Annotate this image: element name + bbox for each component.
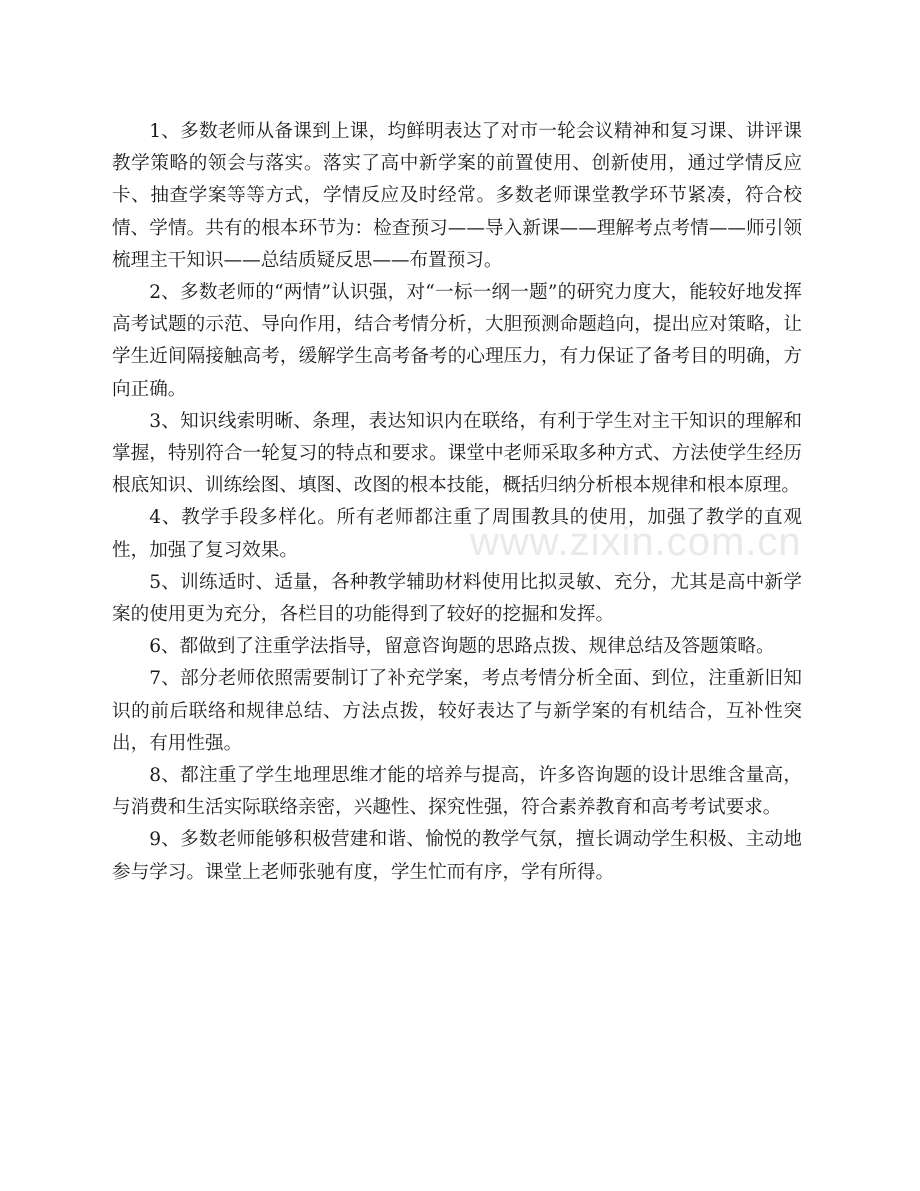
paragraph-4: 4、教学手段多样化。所有老师都注重了周围教具的使用，加强了教学的直观性，加强了复习效果。	[112, 507, 802, 561]
paragraph-1: 1、多数老师从备课到上课，均鲜明表达了对市一轮会议精神和复习课、讲评课教学策略的领会与落实。落实了高中新学案的前置使用、创新使用，通过学情反应卡、抽查学案等等方式，学情反应及时经常。多数老师课堂教学环节紧凑，符合校情、学情。共有的根本环节为：检查预习——导入新课——理解考点考情——师引领梳理主干知识——总结质疑反思——布置预习。	[112, 121, 802, 271]
document-body	[112, 116, 802, 889]
paragraph-8: 8、都注重了学生地理思维才能的培养与提高，许多咨询题的设计思维含量高，与消费和生活实际联络亲密，兴趣性、探究性强，符合素养教育和高考考试要求。	[112, 765, 802, 819]
paragraph-5: 5、训练适时、适量，各种教学辅助材料使用比拟灵敏、充分，尤其是高中新学案的使用更为充分，各栏目的功能得到了较好的挖掘和发挥。	[112, 571, 802, 626]
paragraph-6: 6、都做到了注重学法指导，留意咨询题的思路点拨、规律总结及答题策略。	[149, 636, 775, 658]
watermark: www.zixin.com.cn	[470, 520, 802, 564]
paragraph-3: 3、知识线索明晰、条理，表达知识内在联络，有利于学生对主干知识的理解和掌握，特别符合一轮复习的特点和要求。课堂中老师采取多种方式、方法使学生经历根底知识、训练绘图、填图、改图的根本技能，概括归纳分析根本规律和根本原理。	[112, 410, 802, 497]
paragraph-9: 9、多数老师能够积极营建和谐、愉悦的教学气氛，擅长调动学生积极、主动地参与学习。课堂上老师张驰有度，学生忙而有序，学有所得。	[112, 829, 802, 883]
paragraph-7: 7、部分老师依照需要制订了补充学案，考点考情分析全面、到位，注重新旧知识的前后联络和规律总结、方法点拨，较好表达了与新学案的有机结合，互补性突出，有用性强。	[112, 668, 802, 754]
paragraph-2: 2、多数老师的“两情”认识强，对“一标一纲一题”的研究力度大，能较好地发挥高考试题的示范、导向作用，结合考情分析，大胆预测命题趋向，提出应对策略，让学生近间隔接触高考，缓解学生高考备考的心理压力，有力保证了备考目的明确，方向正确。	[112, 282, 802, 400]
